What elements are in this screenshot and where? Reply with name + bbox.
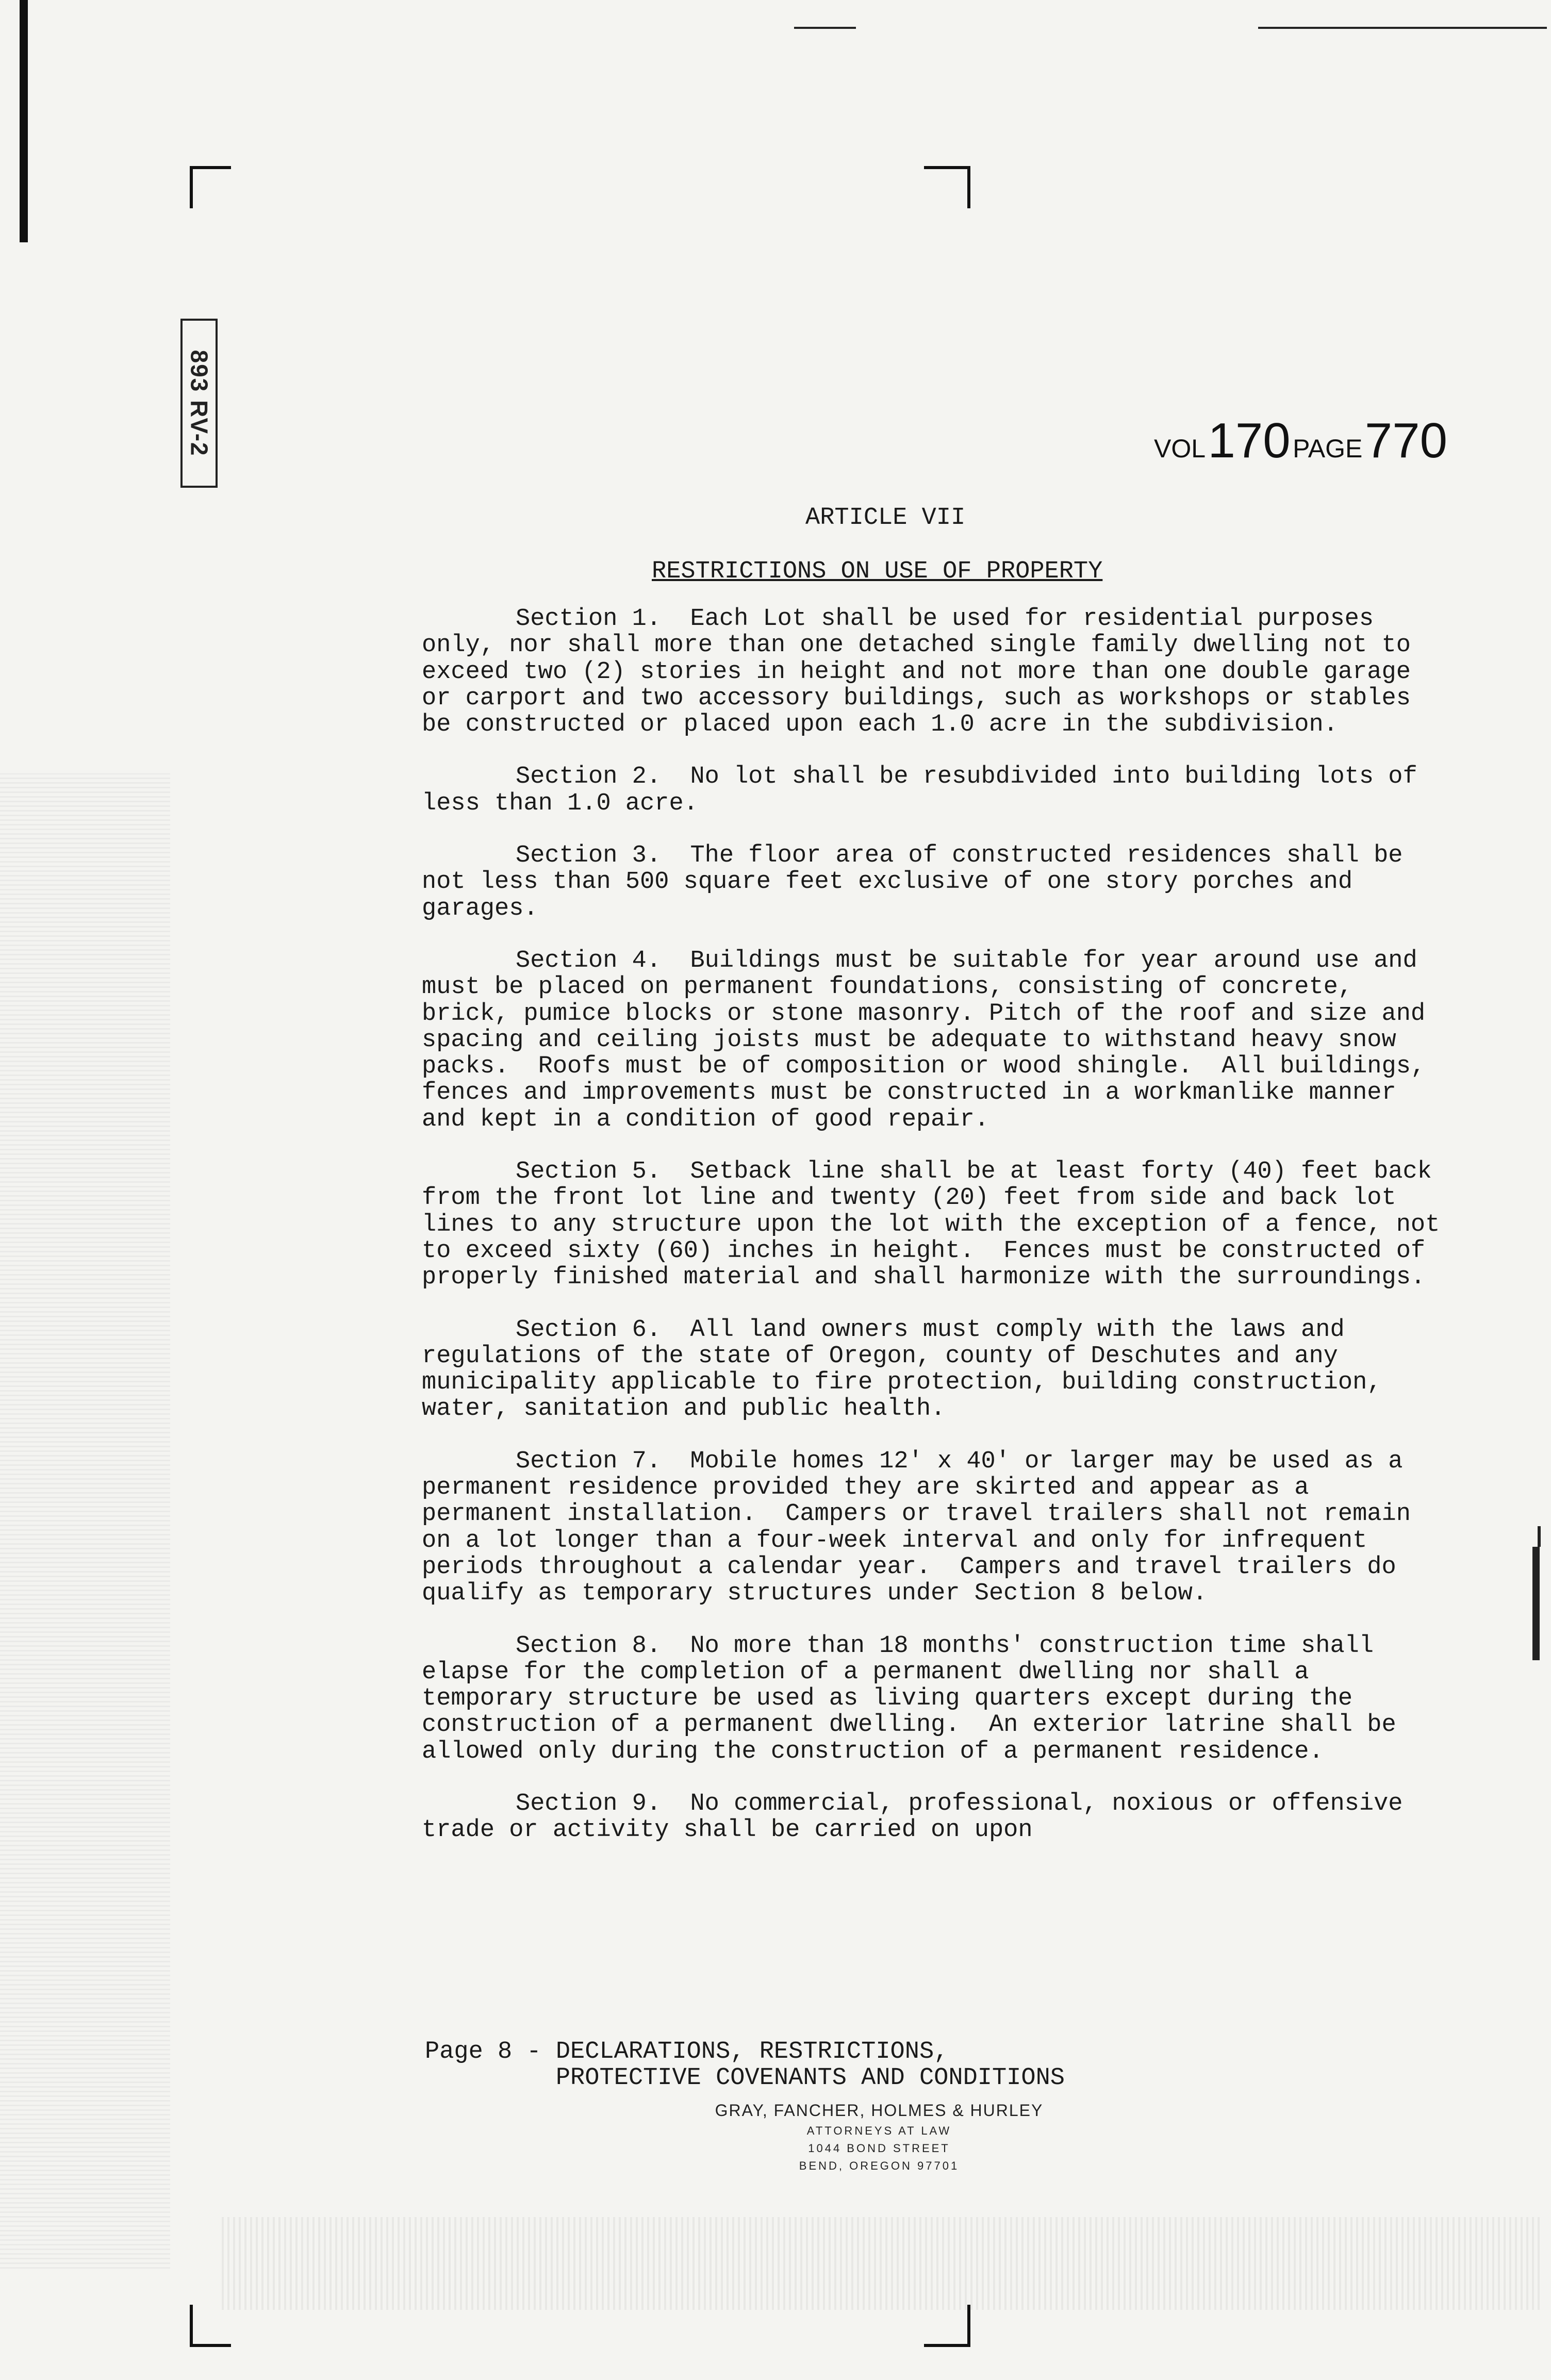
vol-label: VOL	[1154, 434, 1206, 463]
section-1: Section 1. Each Lot shall be used for residential purposes only, nor shall more than one detached single family dwelling not to exceed two (2) stories in height and not more than one double garage or carport and two accessory buildings, such as workshops or stables be constructed or placed upon each 1.0 acre in the subdivision.	[422, 605, 1426, 739]
section-2: Section 2. No lot shall be resubdivided into building lots of less than 1.0 acre.	[422, 763, 1432, 817]
stamp-text: 893 RV-2	[186, 350, 212, 457]
page-footer	[425, 2039, 1065, 2091]
crop-mark-top-left	[190, 166, 231, 208]
scan-right-mark-small	[1538, 1526, 1541, 1547]
scan-edge-bar	[20, 0, 28, 242]
article-title: ARTICLE VII	[805, 504, 966, 532]
footer-line-1: Page 8 - DECLARATIONS, RESTRICTIONS,	[425, 2038, 949, 2065]
volume-page-reference	[1154, 412, 1447, 469]
crop-mark-bottom-right	[924, 2305, 970, 2347]
firm-name: GRAY, FANCHER, HOLMES & HURLEY	[715, 2101, 1044, 2120]
section-3: Section 3. The floor area of constructed residences shall be not less than 500 square feet exclusive of one story porches and garages.	[422, 842, 1417, 922]
section-5: Section 5. Setback line shall be at least forty (40) feet back from the front lot line and twenty (20) feet from side and back lot lines to any structure upon the lot with the exception of a fence, not to exceed sixty (60) inches in height. Fences must be constructed of properly finished material and shall harmonize with the surroundings.	[422, 1158, 1455, 1292]
section-9: Section 9. No commercial, professional, noxious or offensive trade or activity shall be carried on upon	[422, 1790, 1417, 1844]
firm-title: ATTORNEYS AT LAW	[806, 2124, 952, 2137]
scan-top-mark	[794, 27, 856, 29]
crop-mark-top-right	[924, 166, 970, 208]
scan-edge-noise	[0, 773, 170, 2269]
scan-top-rule	[1258, 27, 1547, 29]
scan-bottom-noise	[222, 2217, 1542, 2310]
law-firm-block	[683, 2101, 1075, 2173]
vol-number: 170	[1208, 413, 1291, 468]
section-6: Section 6. All land owners must comply with the laws and regulations of the state of Oregon, county of Deschutes and any municipality applicable to fire protection, building construction, water, sanitation and public health.	[422, 1316, 1396, 1423]
page-number: 770	[1364, 413, 1447, 468]
scan-right-mark	[1532, 1547, 1540, 1660]
page-label: PAGE	[1293, 434, 1363, 463]
firm-street: 1044 BOND STREET	[808, 2142, 950, 2155]
section-7: Section 7. Mobile homes 12' x 40' or larger may be used as a permanent residence provided they are skirted and appear as a permanent installation. Campers or travel trailers shall not remain on a lot longer than a four-week interval and only for infrequent periods throughout a calendar year. Campers and travel trailers do qualify as temporary structures under Section 8 below.	[422, 1447, 1426, 1608]
recording-stamp	[180, 319, 218, 488]
footer-line-2: PROTECTIVE COVENANTS AND CONDITIONS	[425, 2064, 1065, 2092]
crop-mark-bottom-left	[190, 2305, 231, 2347]
section-4: Section 4. Buildings must be suitable for year around use and must be placed on permanent foundations, consisting of concrete, brick, pumice blocks or stone masonry. Pitch of the roof and size and spacing and ceiling joists must be adequate to withstand heavy snow packs. Roofs must be of composition or wood shingle. All buildings, fences and improvements must be constructed in a workmanlike manner and kept in a condition of good repair.	[422, 947, 1440, 1133]
article-heading: RESTRICTIONS ON USE OF PROPERTY	[652, 558, 1103, 585]
firm-city: BEND, OREGON 97701	[799, 2159, 960, 2172]
sections-body	[422, 606, 1453, 1870]
section-8: Section 8. No more than 18 months' construction time shall elapse for the completion of a permanent dwelling nor shall a temporary structure be used as living quarters except during the construction of a permanent dwelling. An exterior latrine shall be allowed only during the construction of a permanent residence.	[422, 1632, 1411, 1765]
